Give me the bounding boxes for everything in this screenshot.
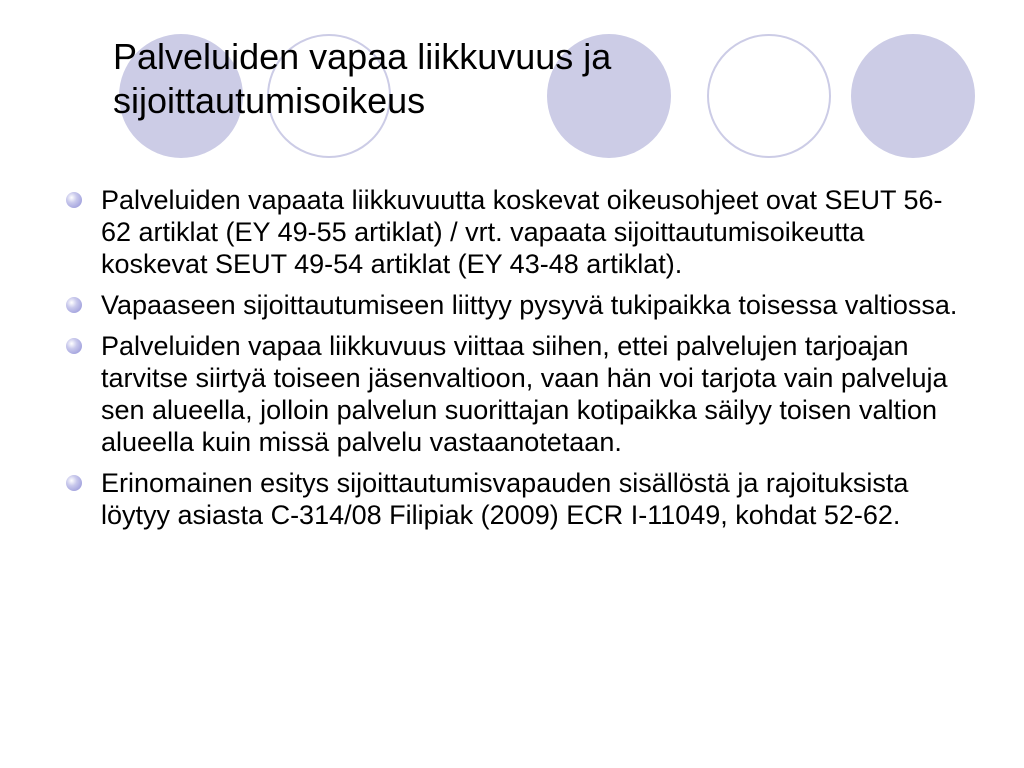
bullet-dot-icon: [66, 475, 82, 491]
bullet-text: Vapaaseen sijoittautumiseen liittyy pysyvä tukipaikka toisessa valtiossa.: [101, 290, 958, 320]
bullet-text: Erinomainen esitys sijoittautumisvapauden sisällöstä ja rajoituksista löytyy asiasta C-314/08 Filipiak (2009) ECR I-11049, kohdat 52-62.: [101, 468, 909, 530]
bullet-dot-icon: [66, 338, 82, 354]
bullet-text: Palveluiden vapaa liikkuvuus viittaa siihen, ettei palvelujen tarjoajan tarvitse siirtyä toiseen jäsenvaltioon, vaan hän voi tarjota vain palveluja sen alueella, jolloin palvelun suorittajan kotipaikka säilyy toisen valtion alueella kuin missä palvelu vastaanotetaan.: [101, 331, 948, 457]
slide-title: Palveluiden vapaa liikkuvuus ja sijoittautumisoikeus: [113, 36, 612, 121]
bullet-item: [64, 467, 964, 531]
bullet-item: [64, 184, 964, 280]
bullet-text: Palveluiden vapaata liikkuvuutta koskevat oikeusohjeet ovat SEUT 56-62 artiklat (EY 49-55 artiklat) / vrt. vapaata sijoittautumisoikeutta koskevat SEUT 49-54 artiklat (EY 43-48 artiklat).: [101, 185, 943, 279]
decorative-circle-5: [851, 34, 975, 158]
bullet-item: [64, 289, 964, 321]
bullet-item: [64, 330, 964, 458]
bullet-dot-icon: [66, 192, 82, 208]
bullet-list: [64, 184, 964, 540]
bullet-dot-icon: [66, 297, 82, 313]
